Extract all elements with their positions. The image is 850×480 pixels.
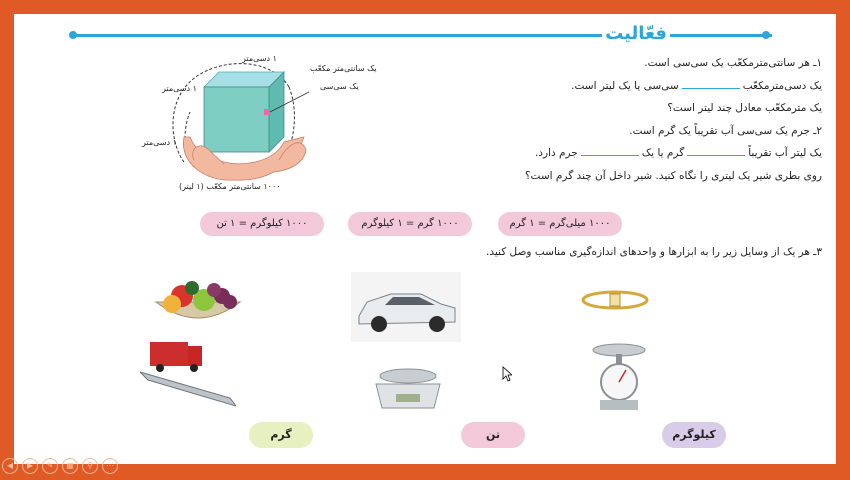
rule-dot-right [762, 31, 770, 39]
rule-dot-left [69, 31, 77, 39]
more-icon[interactable]: ⋯ [102, 458, 118, 474]
question-3: ۳ـ هر یک از وسایل زیر را به ابزارها و واحدهای اندازه‌گیری مناسب وصل کنید. [486, 246, 822, 258]
fruit-bowl-image[interactable] [152, 274, 244, 328]
conversion-kg-ton: ۱۰۰۰ کیلوگرم = ۱ تن [200, 212, 324, 236]
line-5: یک لیتر آب تقریباًگرم یا یکجرم دارد. [352, 142, 822, 165]
label-top-dm: ۱ دسی‌متر [242, 54, 277, 63]
play-icon[interactable]: ▶ [22, 458, 38, 474]
truck-scale-image[interactable] [140, 336, 236, 414]
cube-illustration [124, 42, 394, 192]
label-small-cube: یک سانتی‌متر مکعّب [310, 64, 377, 73]
car-image[interactable] [351, 272, 461, 342]
cube-caption: ۱۰۰۰ سانتی‌متر مکعّب (۱ لیتر) [179, 182, 281, 191]
grid-icon[interactable]: ▦ [62, 458, 78, 474]
answer-kilogram[interactable]: کیلوگرم [662, 422, 726, 448]
line-4: ۲ـ جرم یک سی‌سی آب تقریباً یک گرم است. [629, 124, 822, 137]
kitchen-scale-image[interactable] [590, 342, 648, 414]
blank-field[interactable] [581, 144, 639, 156]
mouse-cursor-icon [502, 366, 512, 382]
prev-icon[interactable]: ◀ [2, 458, 18, 474]
line-3: یک مترمکعّب معادل چند لیتر است؟ [667, 102, 822, 114]
label-side-dm: ۱ دسی‌متر [142, 138, 177, 147]
pen-icon[interactable]: ✎ [42, 458, 58, 474]
digital-scale-image[interactable] [370, 354, 446, 414]
conversion-mg-g: ۱۰۰۰ میلی‌گرم = ۱ گرم [498, 212, 622, 236]
slide [14, 14, 836, 464]
line-1: ۱ـ هر سانتی‌مترمکعّب یک سی‌سی است. [644, 57, 822, 69]
line-6: روی بطری شیر یک لیتری را نگاه کنید. شیر داخل آن چند گرم است؟ [524, 169, 822, 182]
presentation-controls [2, 458, 118, 474]
answer-ton[interactable]: تن [461, 422, 525, 448]
conversion-g-kg: ۱۰۰۰ گرم = ۱ کیلوگرم [348, 212, 472, 236]
label-left-dm: ۱ دسی‌متر [162, 84, 197, 93]
answer-gram[interactable]: گرم [249, 422, 313, 448]
question-lines [352, 52, 822, 187]
blank-field[interactable] [682, 77, 740, 89]
bracelet-image[interactable] [580, 286, 650, 314]
line-2: یک دسی‌مترمکعّبسی‌سی یا یک لیتر است. [352, 75, 822, 98]
zoom-icon[interactable]: ⚲ [82, 458, 98, 474]
blank-field[interactable] [687, 144, 745, 156]
activity-title: فعّالیت [602, 20, 670, 48]
label-small-cube-cc: یک سی‌سی [320, 82, 359, 91]
